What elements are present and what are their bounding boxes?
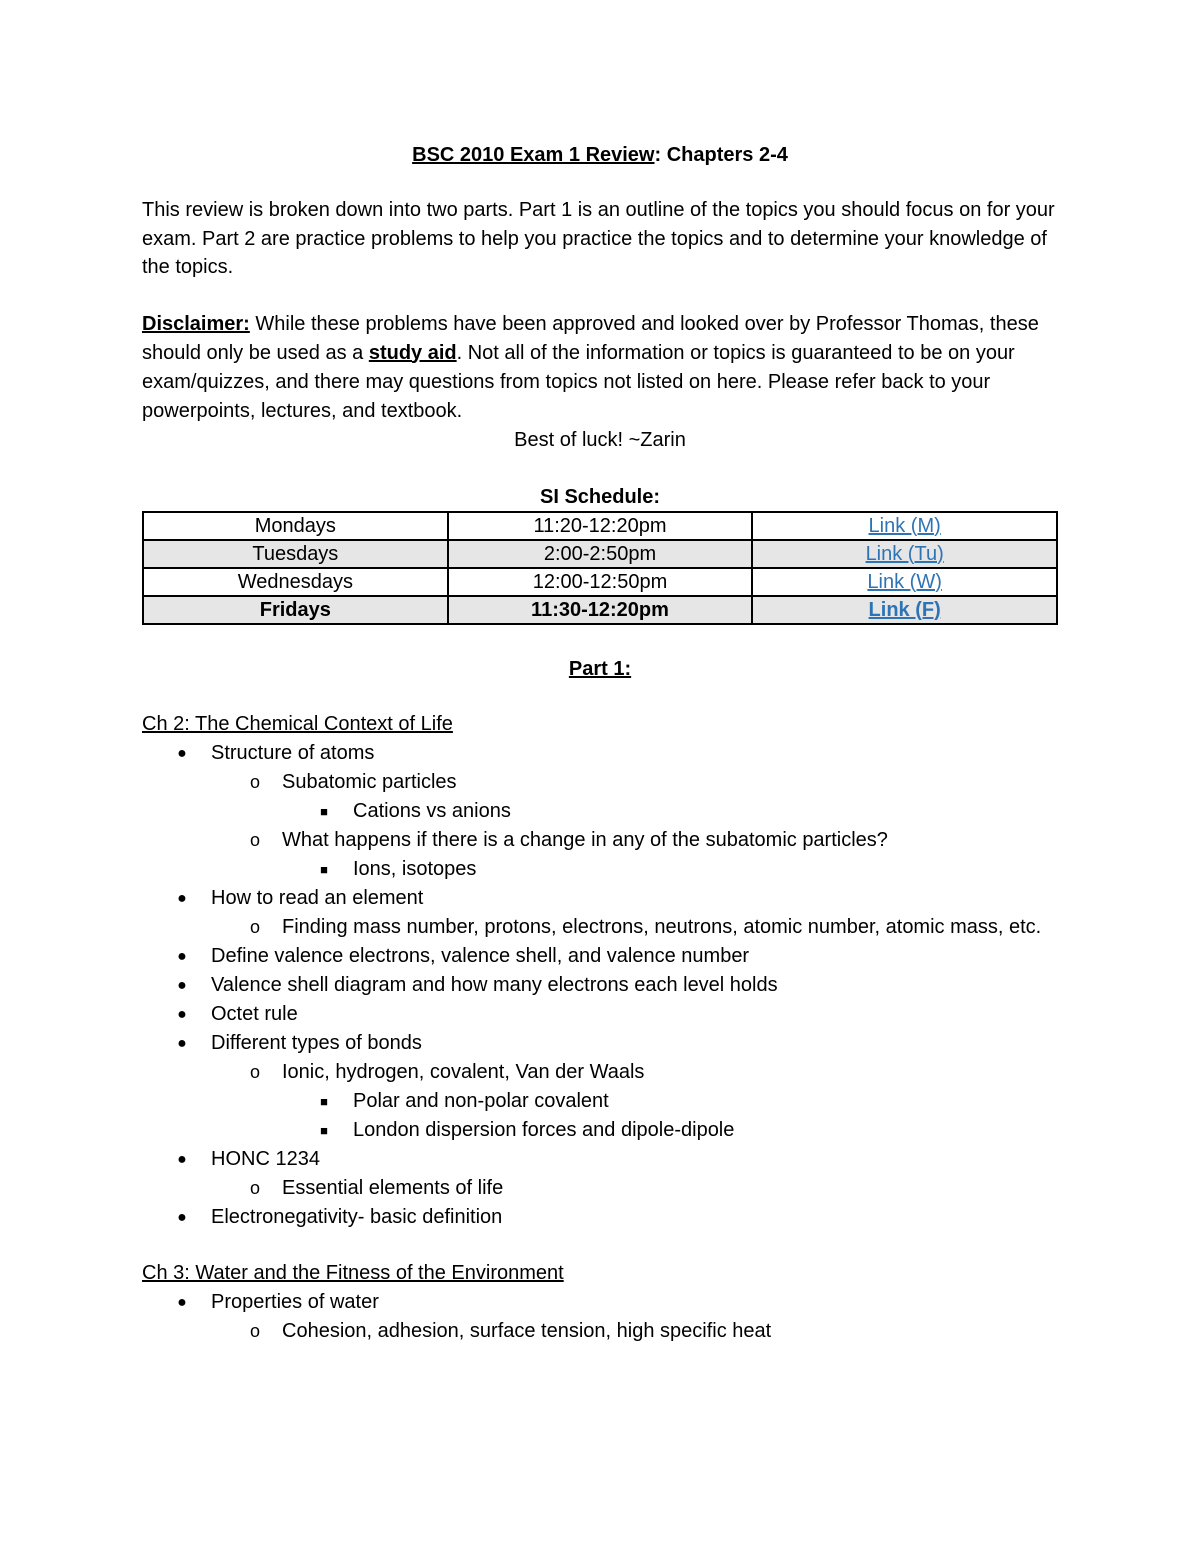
disclaimer-label: Disclaimer:: [142, 312, 250, 335]
table-row: [143, 540, 1057, 568]
link-tuesday[interactable]: Link (Tu): [865, 542, 944, 565]
bullet-icon: ●: [177, 889, 187, 907]
study-aid-emphasis: study aid: [368, 341, 457, 364]
list-item: [142, 942, 1058, 971]
schedule-title: SI Schedule:: [539, 485, 661, 508]
schedule-link-cell: [752, 512, 1057, 540]
list-item-text: What happens if there is a change in any of the subatomic particles?: [282, 828, 888, 851]
document-page: [142, 140, 1058, 1346]
list-item-text: Cations vs anions: [353, 799, 511, 822]
table-row: [143, 512, 1057, 540]
list-item: [142, 1116, 1058, 1145]
signoff: Best of luck! ~Zarin: [514, 428, 686, 451]
list-item: [142, 797, 1058, 826]
list-item: [142, 1029, 1058, 1058]
bullet-icon: ●: [177, 1150, 187, 1168]
bullet-icon: ●: [177, 1208, 187, 1226]
bullet-icon: ●: [177, 976, 187, 994]
table-row: [143, 596, 1057, 624]
bullet-icon: ●: [177, 1293, 187, 1311]
list-item-text: Electronegativity- basic definition: [211, 1205, 503, 1228]
circle-bullet-icon: o: [249, 829, 260, 850]
list-item: [142, 1145, 1058, 1174]
square-bullet-icon: ■: [320, 1122, 328, 1138]
circle-bullet-icon: o: [249, 771, 260, 792]
schedule-time: 12:00-12:50pm: [448, 568, 753, 596]
circle-bullet-icon: o: [249, 1061, 260, 1082]
square-bullet-icon: ■: [320, 803, 328, 819]
list-item-text: Polar and non-polar covalent: [353, 1089, 609, 1112]
list-item-text: London dispersion forces and dipole-dipole: [353, 1118, 735, 1141]
intro-paragraph: This review is broken down into two parts. Part 1 is an outline of the topics you should focus on for your exam. Part 2 are practice problems to help you practice the topics and to determine your knowledge of the topics.: [142, 199, 1055, 278]
list-item-text: Essential elements of life: [282, 1176, 504, 1199]
disclaimer-text-1: While these problems have been approved and looked over by Professor Thomas, these should only be used as a: [142, 312, 1039, 364]
list-item: [142, 1058, 1058, 1087]
circle-bullet-icon: o: [249, 916, 260, 937]
title-course: BSC 2010 Exam 1 Review: [412, 144, 655, 166]
schedule-day: Fridays: [143, 596, 448, 624]
list-item: [142, 884, 1058, 913]
list-item-text: How to read an element: [211, 886, 424, 909]
schedule-link-cell: [752, 540, 1057, 568]
list-item-text: Octet rule: [211, 1002, 298, 1025]
circle-bullet-icon: o: [249, 1177, 260, 1198]
square-bullet-icon: ■: [320, 861, 328, 877]
list-item-text: Structure of atoms: [211, 741, 375, 764]
schedule-link-cell: [752, 568, 1057, 596]
bullet-icon: ●: [177, 1034, 187, 1052]
link-monday[interactable]: Link (M): [868, 514, 941, 537]
list-item: [142, 1087, 1058, 1116]
part1-heading: Part 1:: [568, 657, 632, 680]
circle-bullet-icon: o: [249, 1320, 260, 1341]
list-item: [142, 1288, 1058, 1317]
list-item-text: Properties of water: [211, 1290, 379, 1313]
schedule-day: Wednesdays: [143, 568, 448, 596]
list-item-text: Ions, isotopes: [353, 857, 477, 880]
list-item: [142, 1174, 1058, 1203]
list-item: [142, 826, 1058, 855]
list-item: [142, 855, 1058, 884]
page-title: [142, 140, 1058, 170]
si-schedule-table: [142, 511, 1058, 625]
list-item: [142, 1203, 1058, 1232]
ch3-heading: Ch 3: Water and the Fitness of the Environment: [142, 1261, 564, 1284]
ch2-heading: Ch 2: The Chemical Context of Life: [142, 712, 453, 735]
bullet-icon: ●: [177, 1005, 187, 1023]
disclaimer-text-2: . Not all of the information or topics is guaranteed to be on your exam/quizzes, and there may questions from topics not listed on here. Please refer back to your powerpoints, lectures, and textbook.: [142, 341, 1015, 422]
list-item: [142, 1317, 1058, 1346]
list-item-text: HONC 1234: [211, 1147, 320, 1170]
list-item-text: Valence shell diagram and how many electrons each level holds: [211, 973, 778, 996]
schedule-time: 11:30-12:20pm: [448, 596, 753, 624]
list-item-text: Define valence electrons, valence shell, and valence number: [211, 944, 750, 967]
list-item-text: Finding mass number, protons, electrons, neutrons, atomic number, atomic mass, etc.: [282, 915, 1042, 938]
schedule-day: Tuesdays: [143, 540, 448, 568]
bullet-icon: ●: [177, 744, 187, 762]
ch3-outline: [142, 1288, 1058, 1346]
schedule-link-cell: [752, 596, 1057, 624]
list-item-text: Ionic, hydrogen, covalent, Van der Waals: [282, 1060, 645, 1083]
list-item-text: Different types of bonds: [211, 1031, 422, 1054]
list-item: [142, 739, 1058, 768]
link-friday[interactable]: Link (F): [868, 598, 941, 621]
list-item: [142, 768, 1058, 797]
list-item-text: Subatomic particles: [282, 770, 457, 793]
ch2-outline: [142, 739, 1058, 1232]
disclaimer-paragraph: [142, 310, 1058, 426]
bullet-icon: ●: [177, 947, 187, 965]
schedule-time: 2:00-2:50pm: [448, 540, 753, 568]
list-item-text: Cohesion, adhesion, surface tension, high specific heat: [282, 1319, 772, 1342]
title-chapters: : Chapters 2-4: [654, 144, 788, 166]
schedule-day: Mondays: [143, 512, 448, 540]
square-bullet-icon: ■: [320, 1093, 328, 1109]
list-item: [142, 913, 1058, 942]
schedule-time: 11:20-12:20pm: [448, 512, 753, 540]
link-wednesday[interactable]: Link (W): [867, 570, 942, 593]
table-row: [143, 568, 1057, 596]
list-item: [142, 971, 1058, 1000]
list-item: [142, 1000, 1058, 1029]
